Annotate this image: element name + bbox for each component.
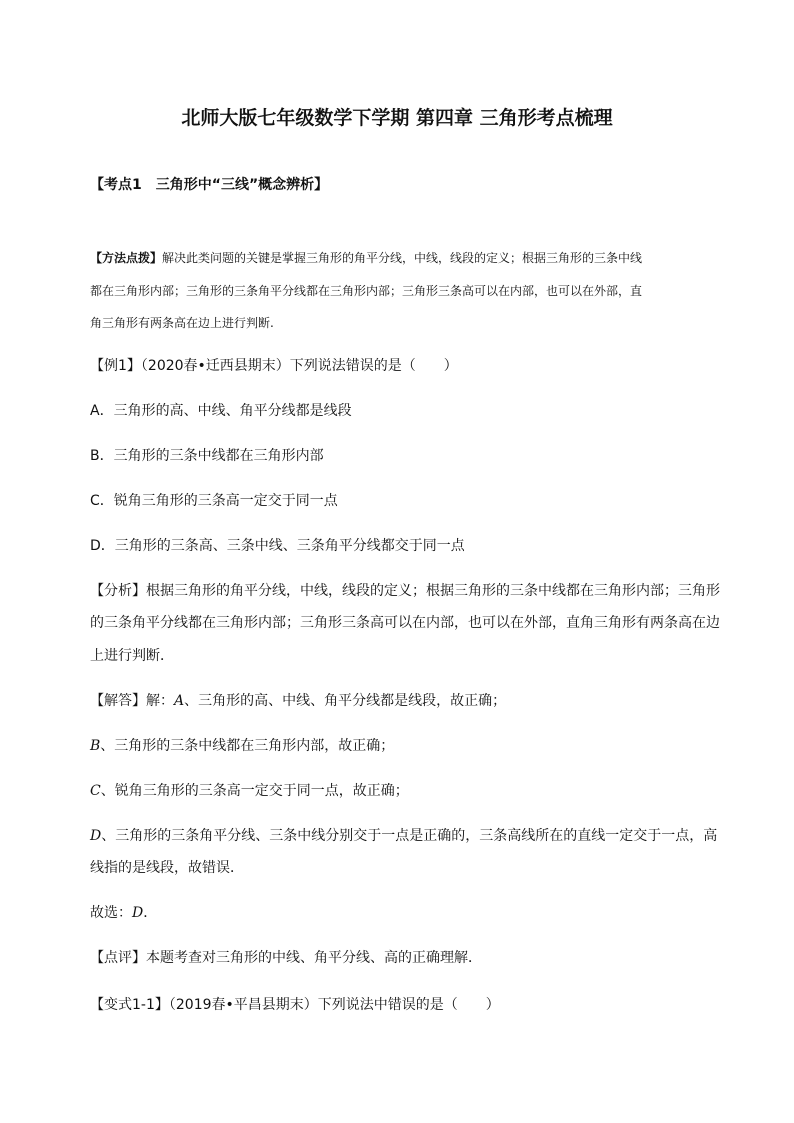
page-title: 北师大版七年级数学下学期 第四章 三角形考点梳理 [181, 107, 613, 129]
option-c: C．锐角三角形的三条高一定交于同一点 [90, 493, 338, 509]
option-d: D．三角形的三条高、三条中线、三条角平分线都交于同一点 [90, 538, 465, 554]
solution-line-c [90, 782, 409, 800]
solution-b-text: 、三角形的三条中线都在三角形内部，故正确； [100, 738, 395, 754]
solution-c-text: 、锐角三角形的三条高一定交于同一点，故正确； [100, 783, 409, 799]
solution-a-text: 、三角形的高、中线、角平分线都是线段，故正确； [184, 693, 507, 709]
variant-question [90, 996, 500, 1014]
option-b: B．三角形的三条中线都在三角形内部 [90, 448, 324, 464]
method-line-1 [90, 249, 642, 267]
example-text: （2020春•迁西县期末）下列说法错误的是（ ） [140, 358, 458, 374]
variant-text: （2019春•平昌县期末）下列说法中错误的是（ ） [168, 997, 500, 1013]
kaodian-heading: 【考点1 三角形中“三线”概念辨析】 [90, 177, 329, 193]
method-label: 【方法点拨】 [90, 251, 163, 265]
analysis-line-2: 的三条角平分线都在三角形内部；三角形三条高可以在内部，也可以在外部，直角三角形有两条高在边 [90, 615, 720, 631]
solution-line-d2: 线指的是线段，故错误． [90, 860, 244, 876]
solution-line-a [90, 692, 506, 710]
analysis-line-3: 上进行判断． [90, 648, 174, 664]
analysis-line-1-text: 根据三角形的角平分线，中线，线段的定义；根据三角形的三条中线都在三角形内部；三角形 [146, 583, 720, 599]
method-line-2: 都在三角形内部；三角形的三条角平分线都在三角形内部；三角形三条高可以在内部，也可以在外部，直 [90, 284, 643, 298]
method-line-1-text: 解决此类问题的关键是掌握三角形的角平分线，中线，线段的定义；根据三角形的三条中线 [162, 251, 643, 265]
solution-intro: 解： [146, 693, 174, 709]
solution-line-b [90, 737, 394, 755]
analysis-line-1 [90, 582, 720, 600]
solution-line-d [90, 827, 717, 845]
example-question [90, 357, 458, 375]
comment-text: 本题考查对三角形的中线、角平分线、高的正确理解． [146, 950, 482, 966]
comment-line [90, 949, 482, 967]
analysis-label: 【分析】 [90, 583, 146, 599]
solution-c-letter: C [90, 783, 101, 799]
example-label: 【例1】 [90, 358, 141, 374]
solution-choose [90, 904, 157, 922]
solution-label: 【解答】 [90, 693, 146, 709]
solution-a-letter: A [174, 693, 185, 709]
choose-letter: D [132, 905, 144, 921]
solution-b-letter: B [90, 738, 101, 754]
variant-label: 【变式1-1】 [90, 997, 169, 1013]
method-line-3: 角三角形有两条高在边上进行判断. [90, 316, 274, 330]
comment-label: 【点评】 [90, 950, 146, 966]
option-a: A．三角形的高、中线、角平分线都是线段 [90, 403, 352, 419]
solution-d-text: 、三角形的三条角平分线、三条中线分别交于一点是正确的，三条高线所在的直线一定交于一点，高 [101, 828, 718, 844]
solution-d-letter: D [90, 828, 102, 844]
choose-label: 故选： [90, 905, 132, 921]
choose-end: ． [143, 905, 158, 921]
